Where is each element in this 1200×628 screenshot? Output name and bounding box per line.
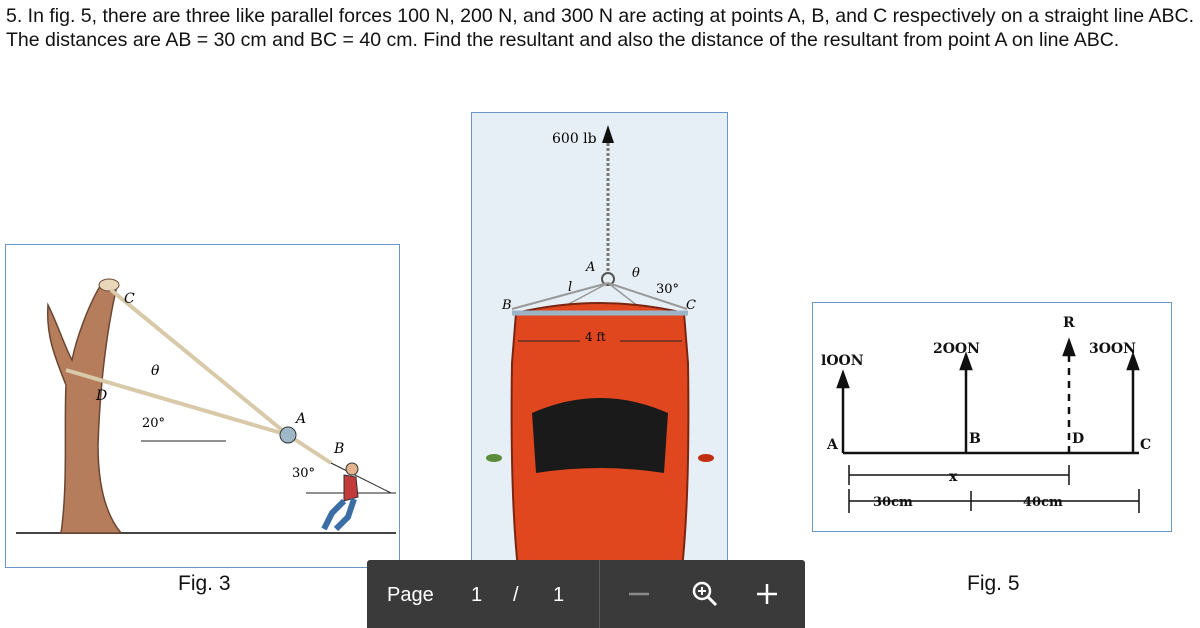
side-mirror-left (486, 454, 502, 462)
tree-trunk (48, 283, 121, 533)
fig5-caption: Fig. 5 (967, 572, 1020, 595)
car-windshield (532, 398, 668, 473)
label-x: x (949, 469, 958, 485)
label-width: 4 ft (585, 330, 606, 344)
label-a: A (827, 437, 838, 453)
label-b: B (502, 298, 512, 313)
label-c: C (124, 291, 135, 307)
zoom-in-icon (691, 580, 719, 608)
label-r: R (1063, 315, 1075, 331)
person-legs (324, 499, 354, 529)
label-b: B (334, 441, 345, 457)
label-a: A (296, 411, 307, 427)
pulley-a (280, 427, 296, 443)
zoom-out-button[interactable] (619, 574, 659, 614)
minus-icon (626, 581, 652, 607)
side-mirror-right (698, 454, 714, 462)
label-d: D (96, 388, 108, 404)
fig3-caption: Fig. 3 (178, 572, 231, 595)
label-c: C (1140, 437, 1152, 453)
label-c: C (686, 298, 696, 313)
resultant-head (1064, 341, 1074, 355)
zoom-reset-button[interactable] (685, 574, 725, 614)
figure-3-drawing (6, 245, 400, 568)
label-force: 600 lb (552, 131, 597, 147)
label-b: B (969, 431, 981, 447)
total-pages: 1 (553, 584, 565, 606)
figure-4-drawing (472, 113, 728, 568)
label-300n: 3OON (1089, 341, 1136, 357)
label-l: l (568, 280, 573, 295)
label-30cm: 30cm (873, 495, 913, 510)
label-theta: θ (151, 363, 160, 379)
plus-icon (754, 581, 780, 607)
toolbar-divider (599, 560, 600, 628)
rope-upper (111, 290, 288, 435)
label-40cm: 40cm (1023, 495, 1063, 510)
figure-5 (812, 302, 1172, 532)
tree-stump-top (99, 279, 119, 291)
force-300n-head (1128, 355, 1138, 369)
figure-3 (5, 244, 400, 568)
force-200n-head (961, 355, 971, 369)
label-100n: lOON (821, 353, 864, 369)
pdf-viewer-toolbar (367, 560, 805, 628)
page-separator: / (513, 584, 519, 606)
ref-line-3 (331, 463, 391, 493)
page-label: Page (387, 584, 434, 606)
current-page-input[interactable]: 1 (471, 584, 483, 606)
person-torso (344, 475, 358, 501)
figure-4 (471, 112, 728, 568)
label-angle-30: 30° (292, 466, 316, 481)
label-angle: 30° (656, 282, 680, 297)
problem-statement: 5. In fig. 5, there are three like parallel forces 100 N, 200 N, and 300 N are acting at points A, B, and C respectively on a straight line ABC. The distances are AB = 30 cm and BC = 40 cm. Find the resultant and also the distance of the resultant from point A on line ABC. (6, 5, 1194, 51)
force-100n-head (838, 373, 848, 387)
zoom-in-button[interactable] (747, 574, 787, 614)
label-200n: 2OON (933, 341, 980, 357)
figure-5-drawing (813, 303, 1172, 532)
person-head (346, 463, 358, 475)
label-angle-20: 20° (142, 416, 166, 431)
label-d: D (1072, 431, 1085, 447)
label-theta: θ (632, 266, 640, 281)
label-a: A (586, 260, 596, 275)
